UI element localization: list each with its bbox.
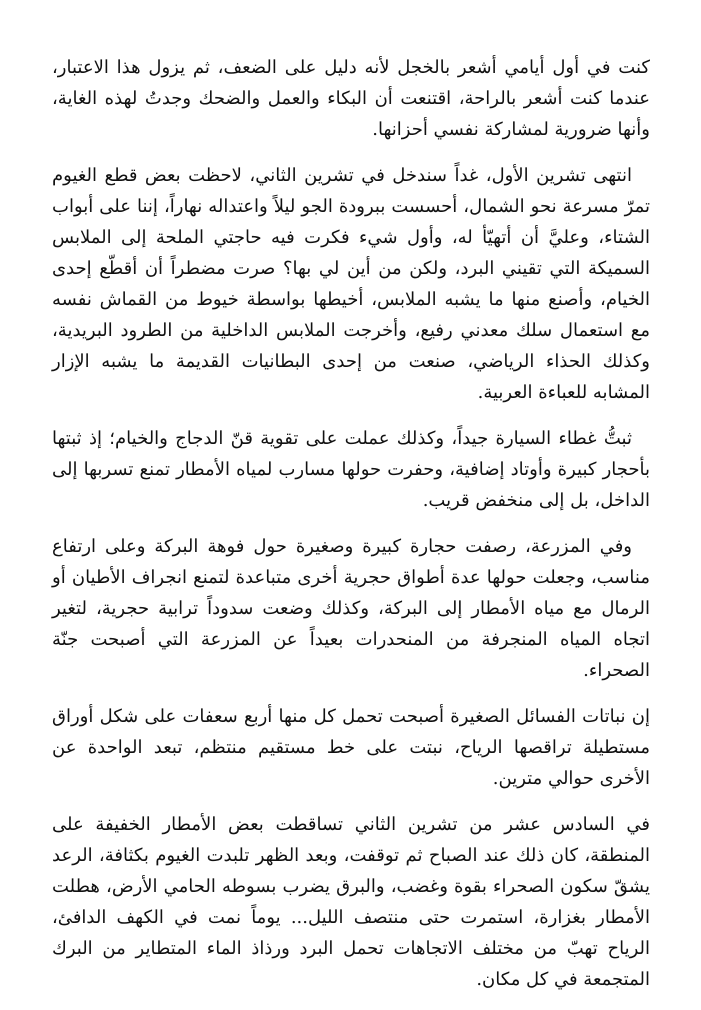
paragraph: ثبتُّ غطاء السيارة جيداً، وكذلك عملت على تقوية قنّ الدجاج والخيام؛ إذ ثبتها بأحجار كبيرة وأوتاد إضافية، وحفرت حولها مسارب لمياه الأمطار تمنع تسربها إلى الداخل، بل إلى منخفض قريب. — [52, 428, 650, 511]
paragraph: كنت في أول أيامي أشعر بالخجل لأنه دليل على الضعف، ثم يزول هذا الاعتبار، عندما كنت أشعر بالراحة، اقتنعت أن البكاء والعمل والضحك وجدتُ لهذه الغاية، وأنها ضرورية لمشاركة نفسي أحزانها. — [52, 57, 650, 140]
paragraph: وفي المزرعة، رصفت حجارة كبيرة وصغيرة حول فوهة البركة وعلى ارتفاع مناسب، وجعلت حولها عدة أطواق حجرية أخرى متباعدة لتمنع انجراف الأطيان أو الرمال مع مياه الأمطار إلى البركة، وكذلك وضعت سدوداً ترابية حجرية، لتغير اتجاه المياه المنجرفة من المنحدرات بعيداً عن المزرعة التي أصبحت جنّة الصحراء. — [52, 536, 650, 681]
paragraph: انتهى تشرين الأول، غداً سندخل في تشرين الثاني، لاحظت بعض قطع الغيوم تمرّ مسرعة نحو الشمال، أحسست ببرودة الجو ليلاً واعتداله نهاراً، إننا على أبواب الشتاء، وعليَّ أن أتهيّأ له، وأول شيء فكرت فيه حاجتي الملحة إلى الملابس السميكة التي تقيني البرد، ولكن من أين لي بها؟ صرت مضطراً أن أقطّع إحدى الخيام، وأصنع منها ما يشبه الملابس، أخيطها بواسطة خيوط من القماش نفسه مع استعمال سلك معدني رفيع، وأخرجت الملابس الداخلية من الطرود البريدية، وكذلك الحذاء الرياضي، صنعت من إحدى البطانيات القديمة ما يشبه الإزار المشابه للعباءة العربية. — [52, 165, 650, 403]
paragraph: إن نباتات الفسائل الصغيرة أصبحت تحمل كل منها أربع سعفات على شكل أوراق مستطيلة تراقصها الرياح، نبتت على خط مستقيم منتظم، تبعد الواحدة عن الأخرى حوالي مترين. — [52, 706, 650, 789]
document-page — [52, 52, 650, 1010]
paragraph: في السادس عشر من تشرين الثاني تساقطت بعض الأمطار الخفيفة على المنطقة، كان ذلك عند الصباح ثم توقفت، وبعد الظهر تلبدت الغيوم بكثافة، الرعد يشقّ سكون الصحراء بقوة وغضب، والبرق يضرب بسوطه الحامي الأرض، هطلت الأمطار بغزارة، استمرت حتى منتصف الليل... يوماً نمت في الكهف الدافئ، الرياح تهبّ من مختلف الاتجاهات تحمل البرد ورذاذ الماء المتطاير من البرك المتجمعة في كل مكان. — [52, 814, 650, 990]
